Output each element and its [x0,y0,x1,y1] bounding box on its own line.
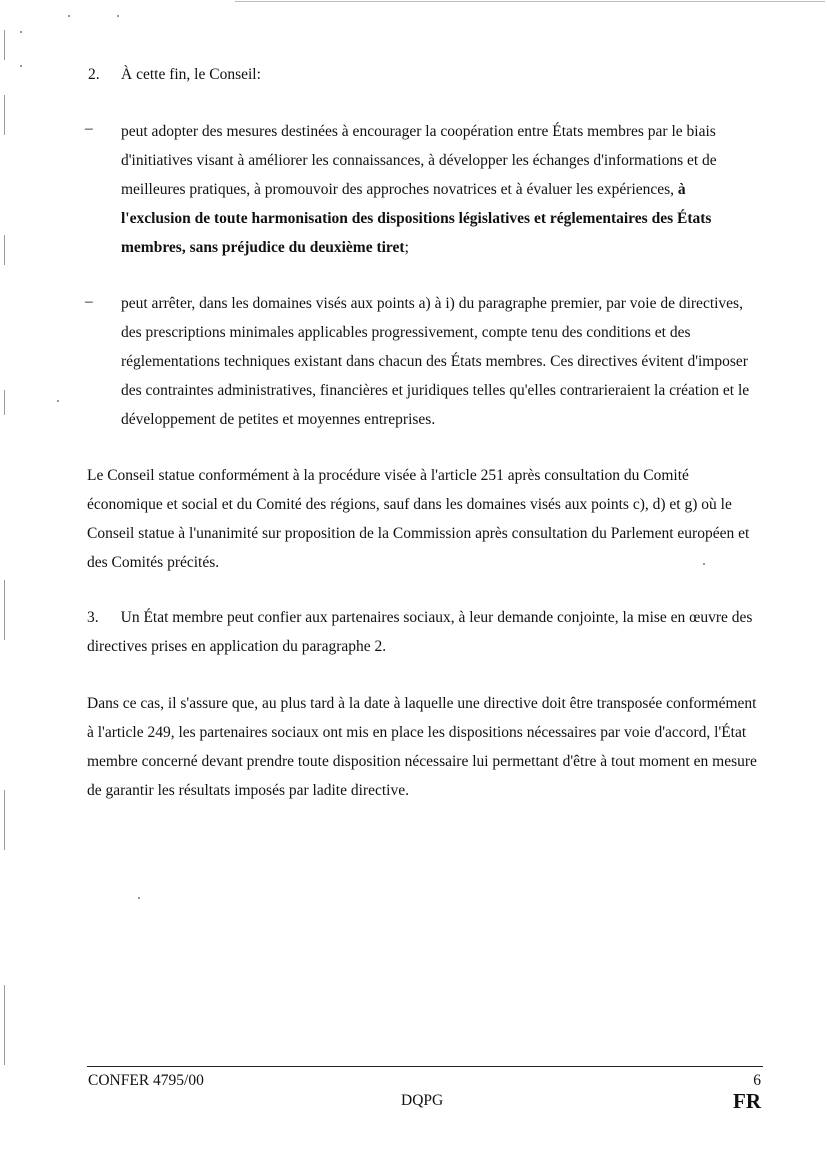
language-code: FR [733,1089,761,1113]
section-3-text: Un État membre peut confier aux partenaires sociaux, à leur demande conjointe, la mise en œuvre des directives prises en application du paragraphe 2. [87,609,753,655]
bullet-2-dash: – [85,293,93,310]
scan-speck [138,897,140,899]
scan-margin-mark [4,235,5,265]
footer-department: DQPG [401,1092,444,1109]
scan-speck [68,15,70,17]
scan-margin-mark [4,95,5,135]
bullet-1-plain: peut adopter des mesures destinées à encourager la coopération entre États membres par le biais d'initiatives visant à améliorer les connaissances, à développer les échanges d'informations et de meilleures pratiques, à promouvoir des approches novatrices et à évaluer les expériences, [121,123,717,198]
bullet-1-end: ; [404,239,409,256]
bullet-1-bold: à l'exclusion de toute harmonisation des dispositions législatives et réglementaires des États membres, sans préjudice du deuxième tiret [121,181,712,256]
scan-margin-mark [4,985,5,1065]
scan-margin-mark [4,30,5,60]
scan-speck [20,31,22,33]
footer-reference: CONFER 4795/00 [88,1072,204,1089]
page-number: 6 [753,1072,761,1089]
scan-speck [20,65,22,67]
footer-rule [87,1066,763,1067]
scan-top-rule [235,1,825,2]
bullet-2-text: peut arrêter, dans les domaines visés aux points a) à i) du paragraphe premier, par voie de directives, des prescriptions minimales applicables progressivement, compte tenu des conditions et des réglementations techniques existant dans chacun des États membres. Ces directives évitent d'imposer des contraintes administratives, financières et juridiques telles qu'elles contrarieraient la création et le développement de petites et moyennes entreprises. [121,295,750,428]
scan-speck [57,400,59,402]
section-3 [87,603,762,661]
scan-speck [117,15,119,17]
section-2-number: 2. [88,66,100,83]
section-2-intro: À cette fin, le Conseil: [121,66,261,83]
final-paragraph: Dans ce cas, il s'assure que, au plus tard à la date à laquelle une directive doit être transposée conformément à l'article 249, les partenaires sociaux ont mis en place les dispositions nécessaires par voie d'accord, l'État membre concerné devant prendre toute disposition nécessaire lui permettant d'être à tout moment en mesure de garantir les résultats imposés par ladite directive. [87,695,757,799]
scan-margin-mark [4,790,5,850]
council-paragraph: Le Conseil statue conformément à la procédure visée à l'article 251 après consultation du Comité économique et social et du Comité des régions, sauf dans les domaines visés aux points c), d) et g) où le Conseil statue à l'unanimité sur proposition de la Commission après consultation du Parlement européen et des Comités précités. [87,467,750,571]
section-3-number: 3. [87,609,99,626]
bullet-1-dash: – [85,120,93,137]
scan-margin-mark [4,390,5,415]
bullet-1-text [121,117,756,262]
scan-margin-mark [4,580,5,640]
